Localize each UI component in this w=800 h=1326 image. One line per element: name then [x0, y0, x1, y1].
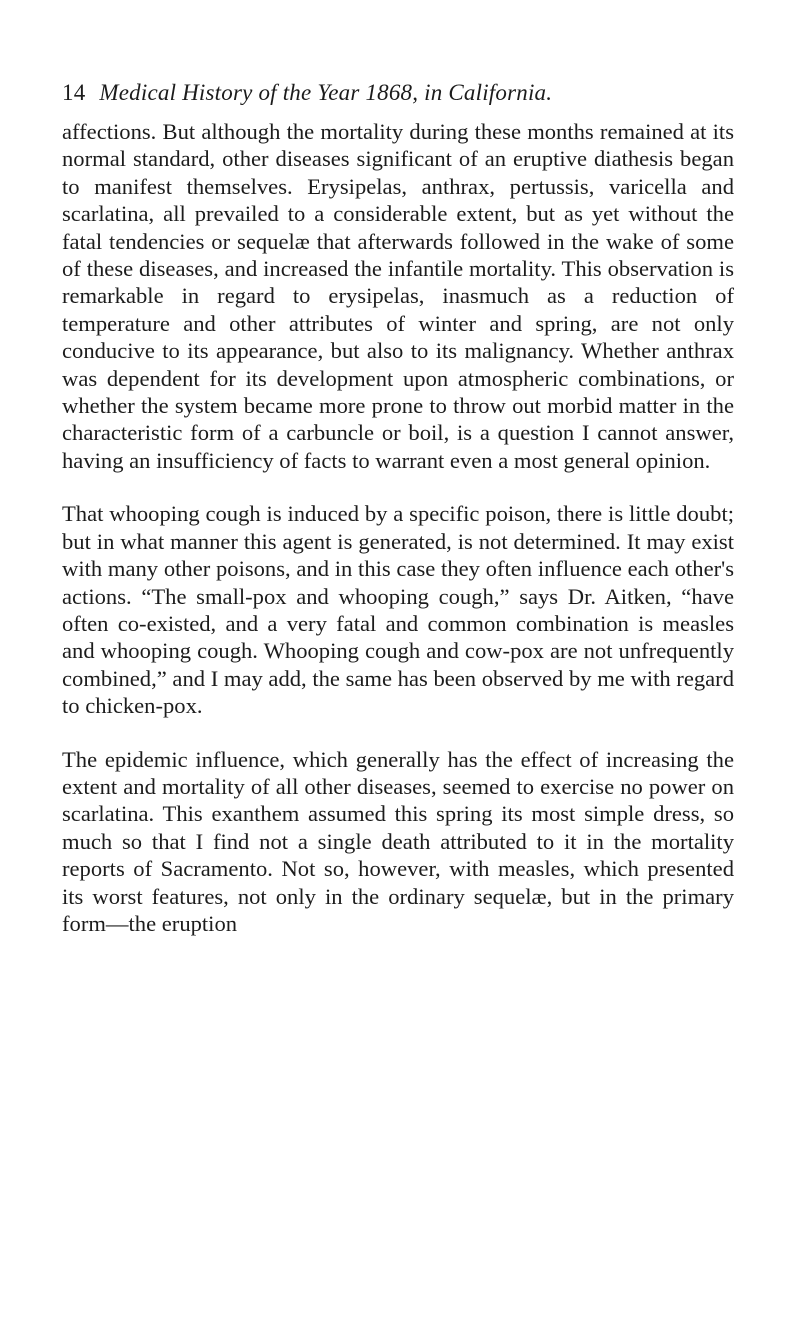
- paragraph-affections: affections. But although the mortality during these months remained at its normal standard, other diseases significant of an eruptive diathesis began to manifest themselves. Erysipelas, anthrax, pertussis, varicella and scarlatina, all prevailed to a considerable extent, but as yet without the fatal tendencies or sequelæ that afterwards followed in the wake of some of these diseases, and increased the infantile mortality. This observation is remarkable in regard to erysipelas, inasmuch as a reduction of temperature and other attributes of winter and spring, are not only conducive to its appearance, but also to its malignancy. Whether anthrax was dependent for its development upon atmospheric combinations, or whether the system became more prone to throw out morbid matter in the characteristic form of a carbuncle or boil, is a question I cannot answer, having an insufficiency of facts to warrant even a most general opinion.: [62, 119, 734, 473]
- paragraph-epidemic-influence: The epidemic influence, which generally has the effect of increasing the extent and mortality of all other diseases, seemed to exercise no power on scarlatina. This exanthem assumed this spring its most simple dress, so much so that I find not a single death attributed to it in the mortality reports of Sacramento. Not so, however, with measles, which presented its worst features, not only in the ordinary sequelæ, but in the primary form—the eruption: [62, 746, 734, 936]
- paragraph-whooping-cough: That whooping cough is induced by a specific poison, there is little doubt; but in what manner this agent is generated, is not determined. It may exist with many other poisons, and in this case they often influence each other's actions. “The small-pox and whooping cough,” says Dr. Aitken, “have often co-existed, and a very fatal and common combination is measles and whooping cough. Whooping cough and cow-pox are not unfrequently combined,” and I may add, the same has been observed by me with regard to chicken-pox.: [62, 501, 734, 719]
- body-text: [62, 118, 734, 937]
- running-head: [62, 78, 734, 108]
- running-title: Medical History of the Year 1868, in California.: [99, 80, 553, 105]
- book-page: [62, 78, 734, 937]
- page-number: 14: [62, 80, 86, 105]
